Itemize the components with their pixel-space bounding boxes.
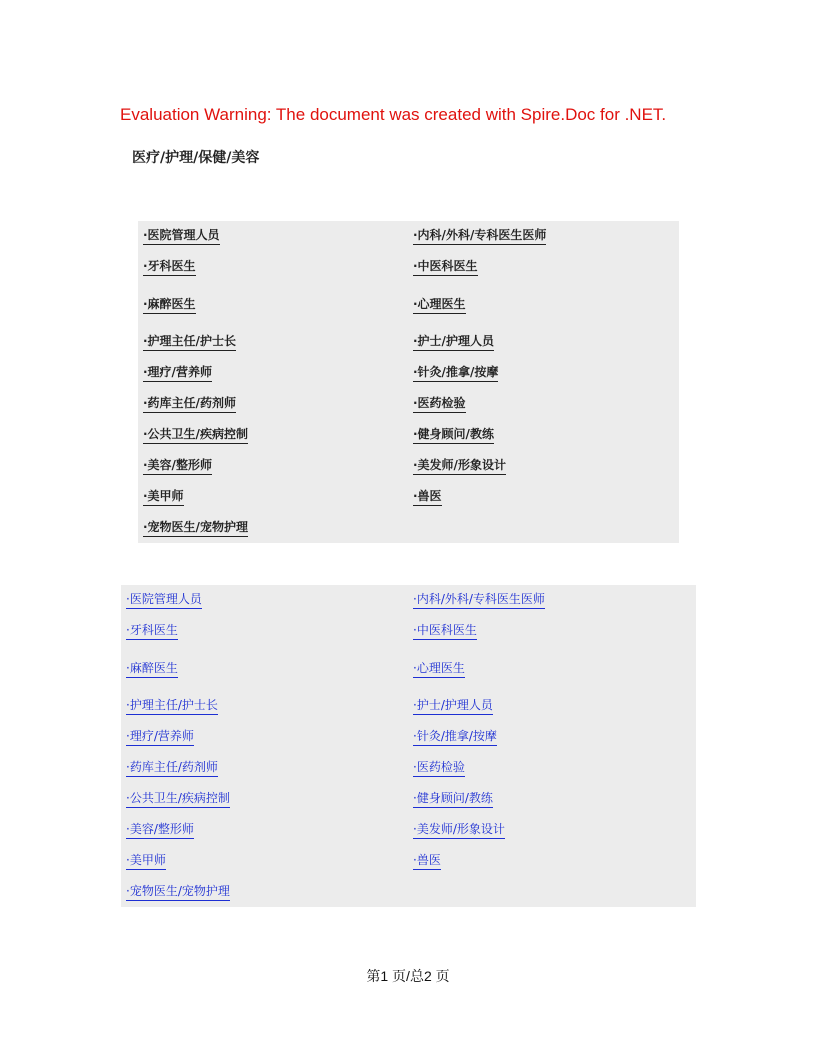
job-category-link[interactable]: ·内科/外科/专科医生医师 xyxy=(413,228,546,245)
job-category-link[interactable]: ·内科/外科/专科医生医师 xyxy=(413,592,545,609)
job-category-link[interactable]: ·针灸/推拿/按摩 xyxy=(413,729,497,746)
job-category-link[interactable]: ·医院管理人员 xyxy=(143,228,220,245)
job-category-link[interactable]: ·健身顾问/教练 xyxy=(413,427,494,444)
job-category-link[interactable]: ·心理医生 xyxy=(413,297,466,314)
job-category-link[interactable]: ·医院管理人员 xyxy=(126,592,202,609)
job-category-link[interactable]: ·美甲师 xyxy=(143,489,184,506)
job-category-link[interactable]: ·美发师/形象设计 xyxy=(413,822,505,839)
job-category-link[interactable]: ·护士/护理人员 xyxy=(413,698,493,715)
job-category-link[interactable]: ·美发师/形象设计 xyxy=(413,458,506,475)
job-category-link[interactable]: ·牙科医生 xyxy=(143,259,196,276)
job-category-link[interactable]: ·中医科医生 xyxy=(413,623,477,640)
job-category-link[interactable]: ·兽医 xyxy=(413,853,441,870)
job-category-link[interactable]: ·宠物医生/宠物护理 xyxy=(126,884,230,901)
job-category-link[interactable]: ·心理医生 xyxy=(413,661,465,678)
job-category-link[interactable]: ·药库主任/药剂师 xyxy=(143,396,236,413)
job-category-link[interactable]: ·公共卫生/疾病控制 xyxy=(126,791,230,808)
category-panel-2 xyxy=(121,585,696,907)
category-heading: 医疗/护理/保健/美容 xyxy=(132,150,260,166)
job-category-link[interactable]: ·护理主任/护士长 xyxy=(126,698,218,715)
job-category-link[interactable]: ·理疗/营养师 xyxy=(126,729,194,746)
job-category-link[interactable]: ·牙科医生 xyxy=(126,623,178,640)
job-category-link[interactable]: ·美甲师 xyxy=(126,853,166,870)
job-category-link[interactable]: ·美容/整形师 xyxy=(143,458,212,475)
job-category-link[interactable]: ·兽医 xyxy=(413,489,442,506)
job-category-link[interactable]: ·医药检验 xyxy=(413,396,466,413)
job-category-link[interactable]: ·针灸/推拿/按摩 xyxy=(413,365,498,382)
job-category-link[interactable]: ·健身顾问/教练 xyxy=(413,791,493,808)
job-category-link[interactable]: ·中医科医生 xyxy=(413,259,478,276)
job-category-link[interactable]: ·宠物医生/宠物护理 xyxy=(143,520,248,537)
job-category-link[interactable]: ·美容/整形师 xyxy=(126,822,194,839)
job-category-link[interactable]: ·理疗/营养师 xyxy=(143,365,212,382)
evaluation-warning: Evaluation Warning: The document was created with Spire.Doc for .NET. xyxy=(120,105,667,124)
job-category-link[interactable]: ·公共卫生/疾病控制 xyxy=(143,427,248,444)
job-category-link[interactable]: ·护理主任/护士长 xyxy=(143,334,236,351)
job-category-link[interactable]: ·麻醉医生 xyxy=(143,297,196,314)
job-category-link[interactable]: ·药库主任/药剂师 xyxy=(126,760,218,777)
job-category-link[interactable]: ·麻醉医生 xyxy=(126,661,178,678)
job-category-link[interactable]: ·医药检验 xyxy=(413,760,465,777)
page-footer: 第1 页/总2 页 xyxy=(366,968,450,984)
job-category-link[interactable]: ·护士/护理人员 xyxy=(413,334,494,351)
category-panel-1 xyxy=(138,221,679,543)
